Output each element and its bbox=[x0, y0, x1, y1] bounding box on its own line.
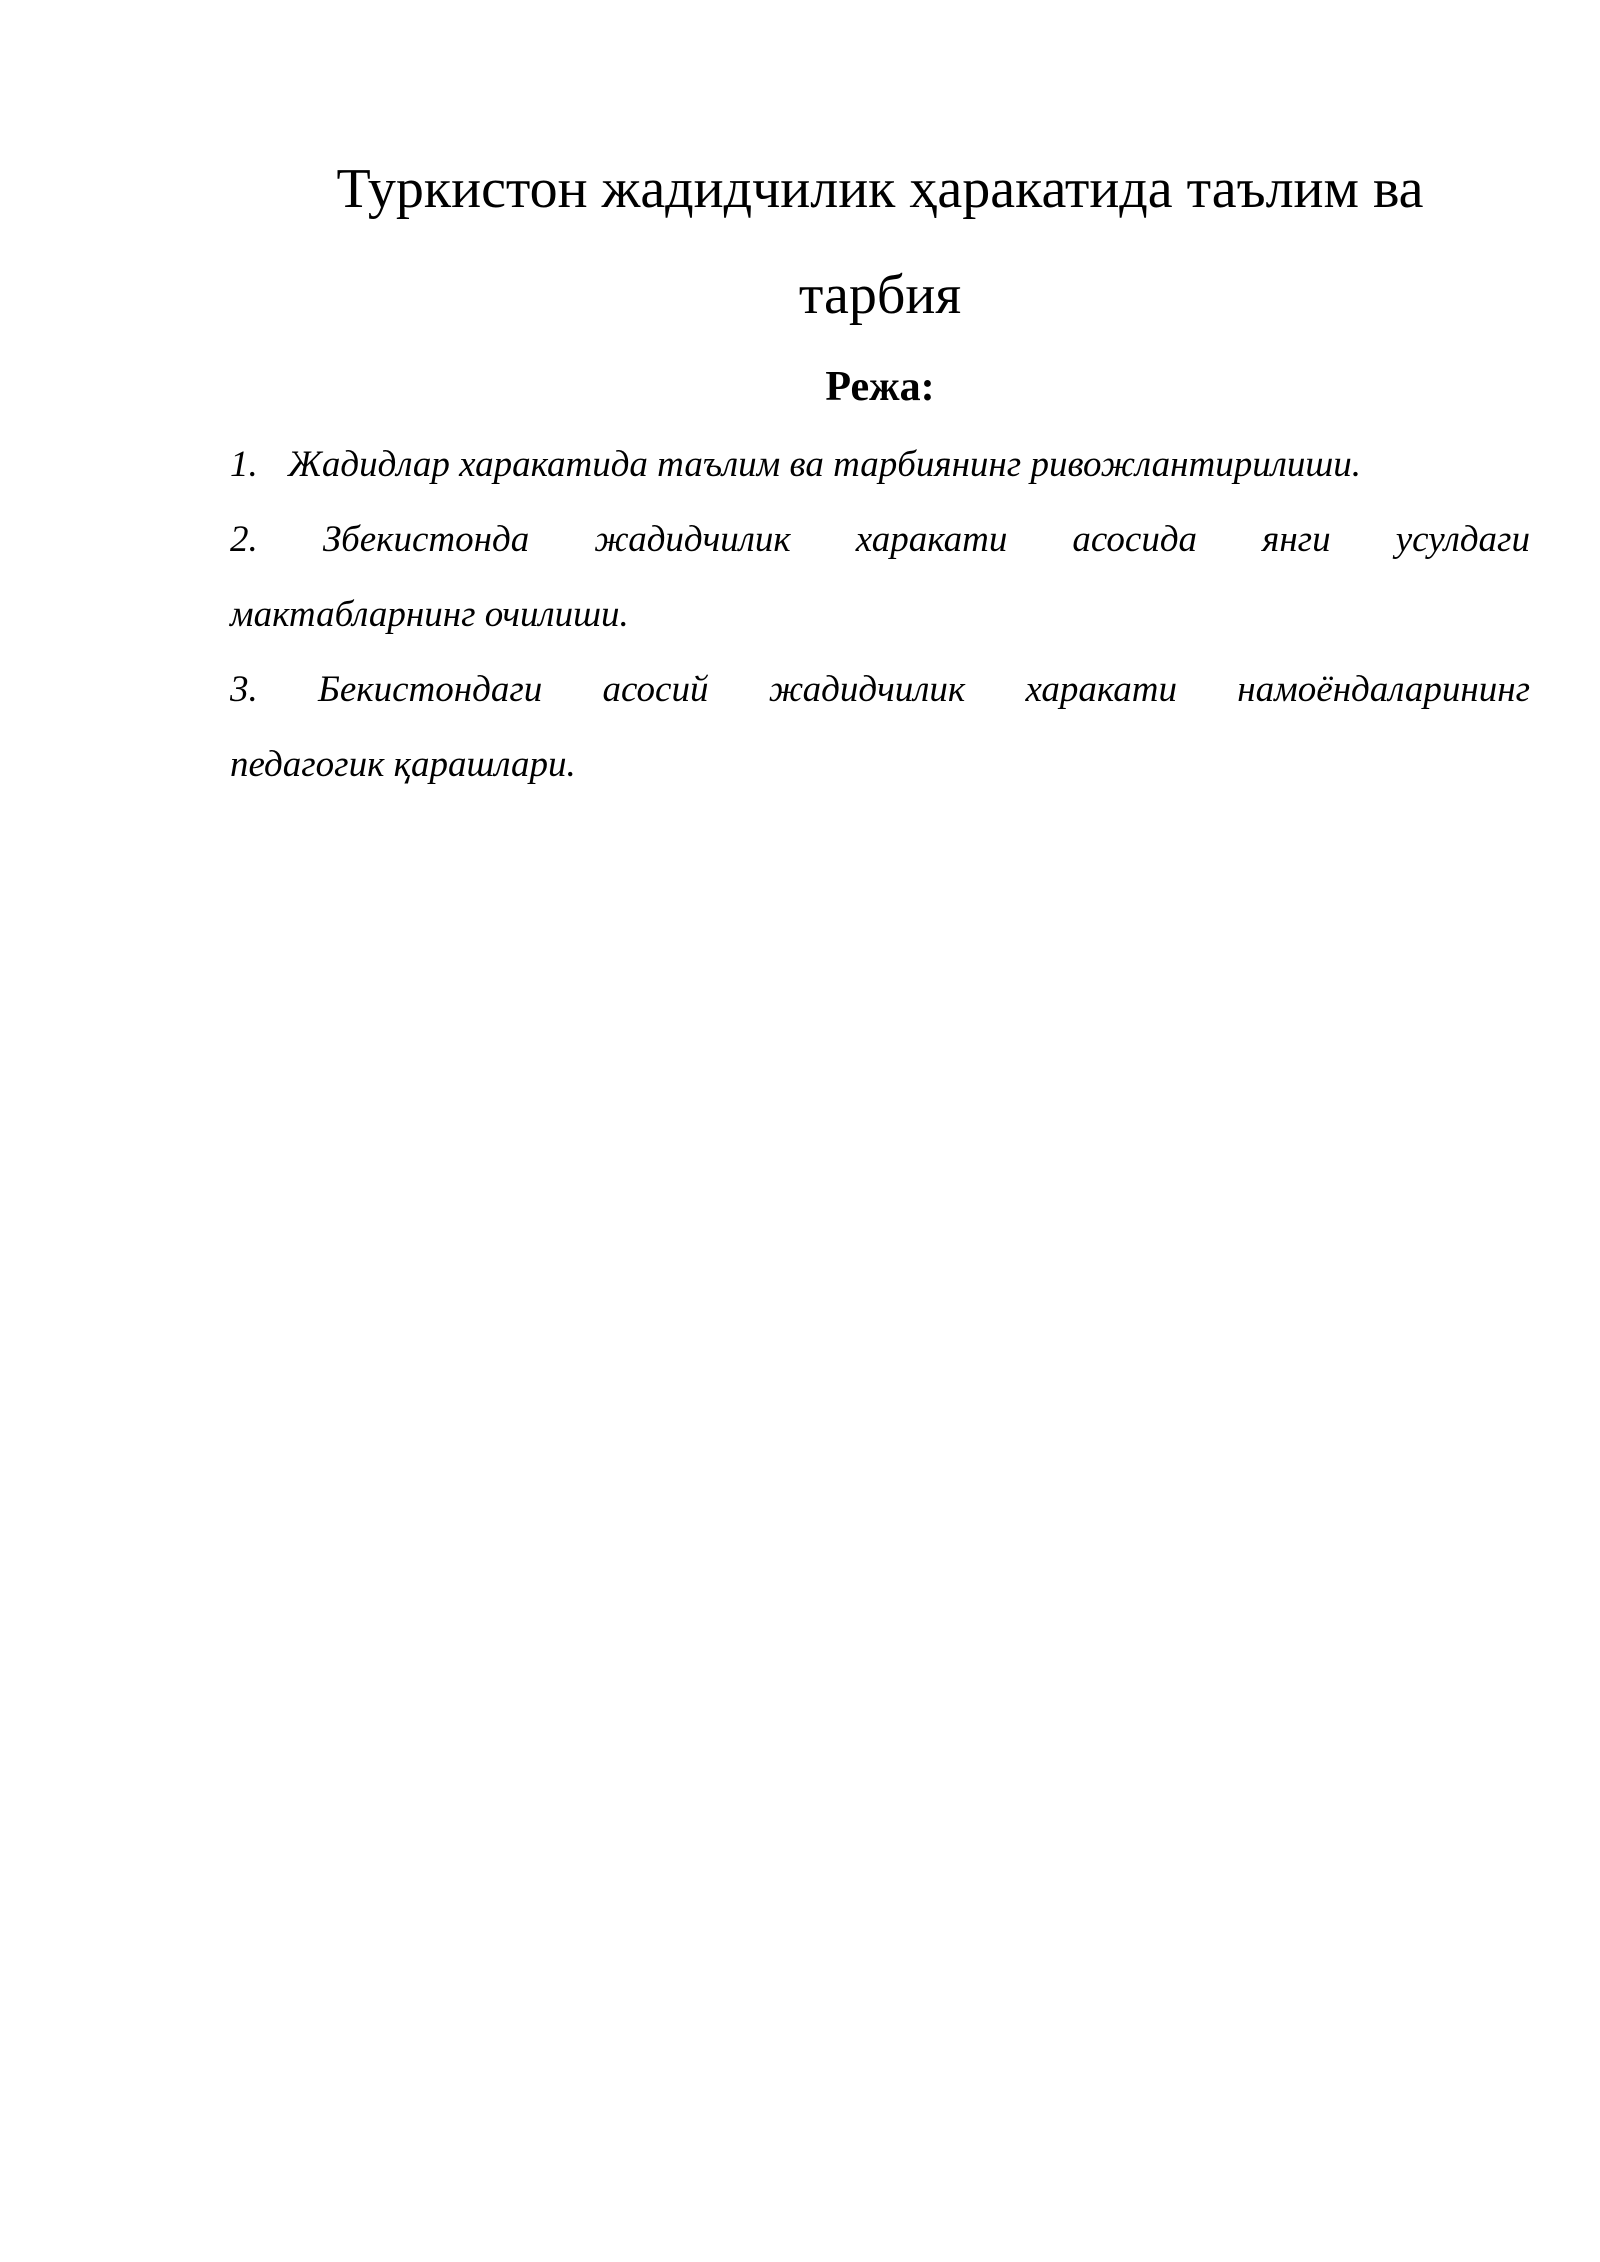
plan-item-2 bbox=[230, 515, 1530, 565]
document-title-line-2: тарбия bbox=[798, 264, 962, 326]
plan-item-3-text-line-1: Бекистондаги асосий жадидчилик харакати намоёндаларининг bbox=[318, 669, 1531, 710]
document-title-line-1: Туркистон жадидчилик ҳаракатида таълим ва bbox=[336, 158, 1424, 220]
plan-item-2-number: 2. bbox=[230, 519, 258, 560]
plan-item-1-number: 1. bbox=[230, 444, 258, 485]
plan-item-2-continuation bbox=[230, 590, 1530, 640]
plan-item-1-text: Жадидлар харакатида таълим ва тарбиянинг ривожлантирилиши. bbox=[288, 444, 1362, 485]
plan-item-2-text-line-2: мактабларнинг очилиши. bbox=[230, 594, 629, 635]
plan-item-2-text-line-1: Збекистонда жадидчилик харакати асосида янги усулдаги bbox=[322, 519, 1530, 560]
plan-item-1 bbox=[230, 440, 1530, 490]
plan-item-3-text-line-2: педагогик қарашлари. bbox=[230, 744, 576, 785]
plan-item-3-number: 3. bbox=[230, 669, 258, 710]
plan-heading: Режа: bbox=[825, 364, 935, 410]
plan-item-3-continuation bbox=[230, 740, 1530, 790]
plan-item-3 bbox=[230, 665, 1530, 715]
